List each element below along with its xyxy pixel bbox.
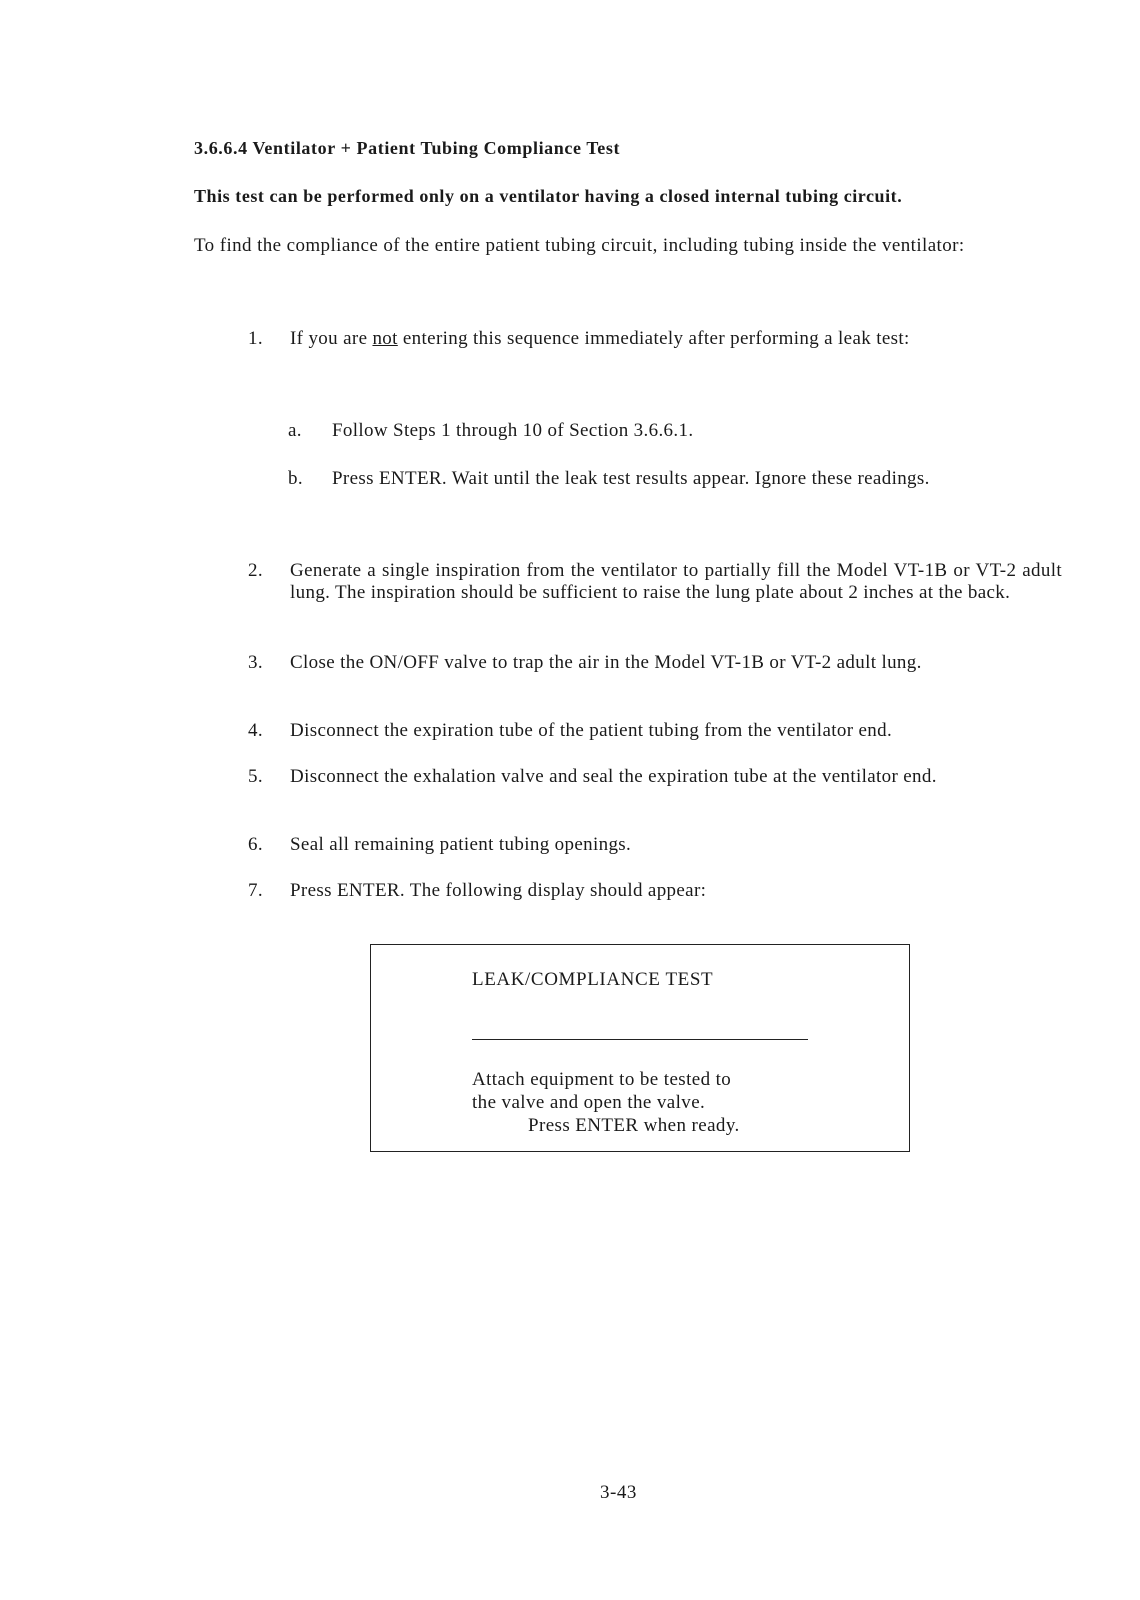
display-line-2: the valve and open the valve. bbox=[472, 1092, 706, 1113]
step-number: 3. bbox=[248, 652, 263, 673]
substep-label: a. bbox=[288, 420, 302, 441]
display-line-1: Attach equipment to be tested to bbox=[472, 1069, 732, 1090]
step-number: 5. bbox=[248, 766, 263, 787]
step-text-part: If you are bbox=[290, 328, 373, 349]
underlined-word: not bbox=[372, 328, 398, 349]
display-divider bbox=[472, 1039, 808, 1040]
step-text: Disconnect the expiration tube of the patient tubing from the ventilator end. bbox=[290, 720, 893, 741]
step-number: 6. bbox=[248, 834, 263, 855]
display-title: LEAK/COMPLIANCE TEST bbox=[472, 969, 714, 990]
step-number: 4. bbox=[248, 720, 263, 741]
step-text: Disconnect the exhalation valve and seal the expiration tube at the ventilator end. bbox=[290, 766, 937, 787]
step-text bbox=[290, 328, 1062, 350]
step-text: Seal all remaining patient tubing openings. bbox=[290, 834, 632, 855]
section-heading: 3.6.6.4 Ventilator + Patient Tubing Compliance Test bbox=[194, 138, 621, 158]
substep-text: Press ENTER. Wait until the leak test results appear. Ignore these readings. bbox=[332, 468, 930, 489]
page-number: 3-43 bbox=[600, 1482, 637, 1503]
display-line-3: Press ENTER when ready. bbox=[528, 1115, 740, 1136]
step-number: 1. bbox=[248, 328, 263, 349]
substep-text: Follow Steps 1 through 10 of Section 3.6.6.1. bbox=[332, 420, 694, 441]
intro-paragraph: To find the compliance of the entire patient tubing circuit, including tubing inside the ventilator: bbox=[194, 235, 965, 256]
step-text: Close the ON/OFF valve to trap the air in the Model VT-1B or VT-2 adult lung. bbox=[290, 652, 922, 673]
step-number: 7. bbox=[248, 880, 263, 901]
step-text: Generate a single inspiration from the ventilator to partially fill the Model VT-1B or VT-2 adult lung. The inspiration should be sufficient to raise the lung plate about 2 inches at the back. bbox=[290, 560, 1062, 603]
substep-label: b. bbox=[288, 468, 303, 489]
step-text: Press ENTER. The following display should appear: bbox=[290, 880, 707, 901]
step-number: 2. bbox=[248, 560, 263, 581]
requirement-note: This test can be performed only on a ventilator having a closed internal tubing circuit. bbox=[194, 186, 903, 206]
step-text-part: entering this sequence immediately after performing a leak test: bbox=[397, 328, 910, 349]
display-panel bbox=[370, 944, 910, 1152]
